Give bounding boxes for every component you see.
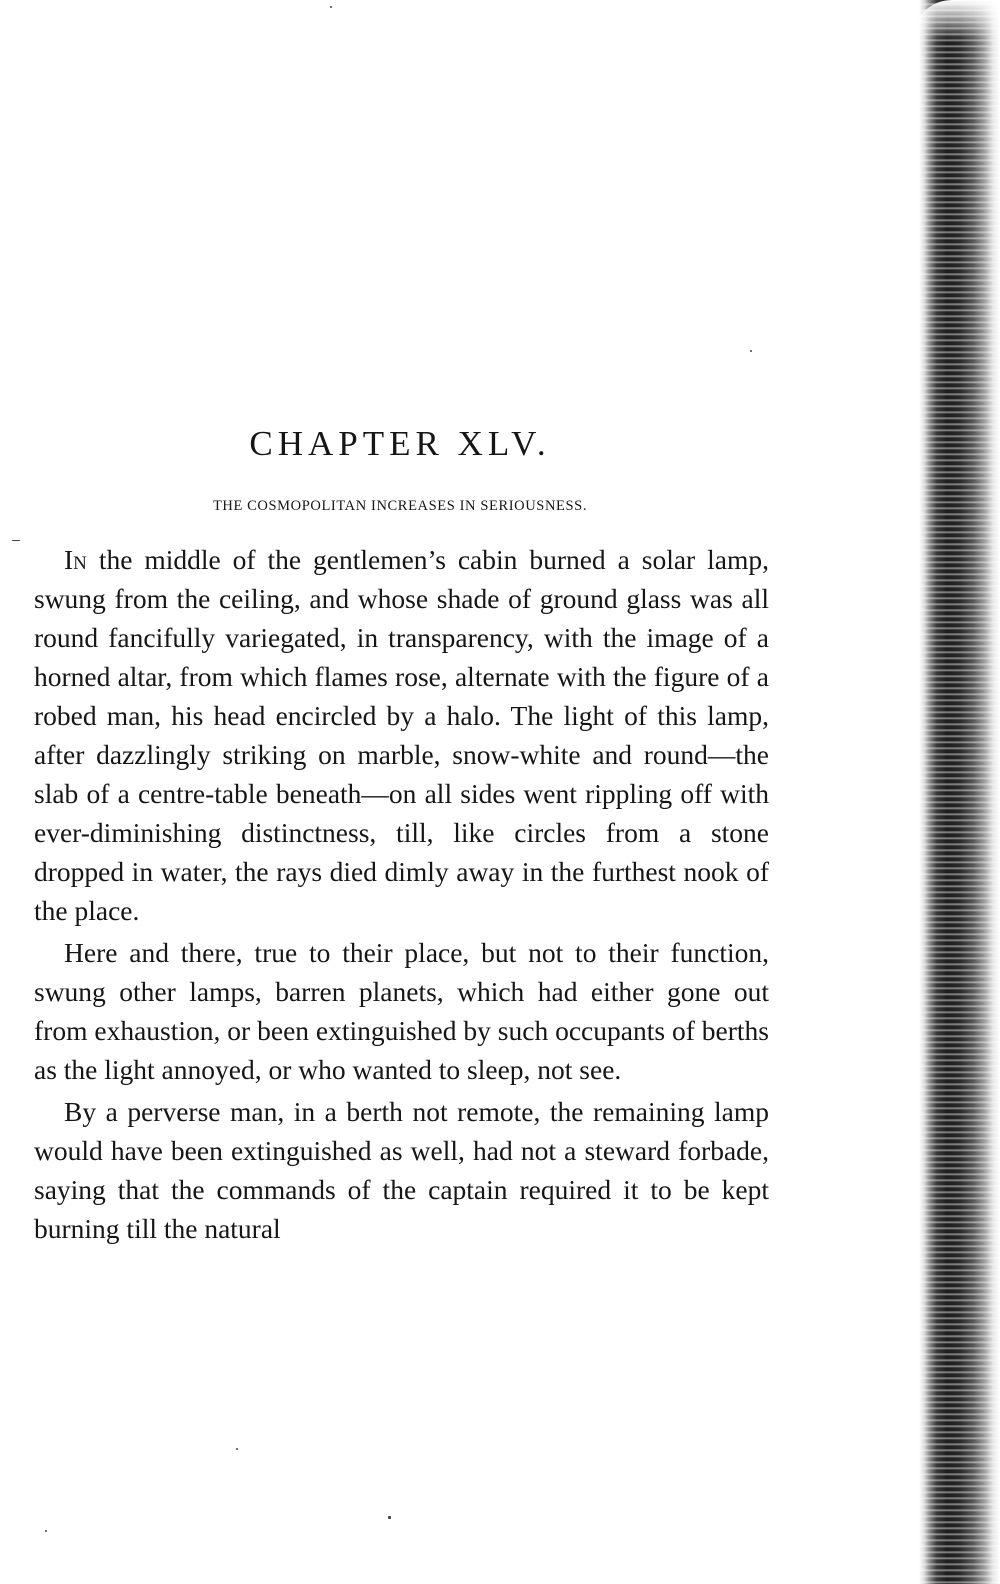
paragraph-3: By a perverse man, in a berth not remote, the remaining lamp would have been extinguished as well, had not a steward forbade, saying that the commands of the captain required it to be kept burning till the natural bbox=[34, 1096, 769, 1244]
ink-speck bbox=[45, 1530, 47, 1532]
ink-speck bbox=[750, 350, 752, 352]
ink-speck bbox=[388, 1516, 391, 1519]
page-edge-shadow bbox=[912, 0, 1000, 1584]
ink-speck bbox=[330, 6, 332, 8]
chapter-title: CHAPTER XLV. bbox=[249, 424, 551, 463]
paragraph-1 bbox=[34, 540, 769, 930]
paragraph-1-text: the middle of the gentlemen’s cabin burned a solar lamp, swung from the ceiling, and whose shade of ground glass was all round fancifully variegated, in transparency, with the image of a horned altar, from which flames rose, alternate with the figure of a robed man, his head encircled by a halo. The light of this lamp, after dazzlingly striking on marble, snow-white and round—the slab of a centre-table beneath—on all sides went rippling off with ever-diminishing distinctness, till, like circles from a stone dropped in water, the rays died dimly away in the furthest nook of the place. bbox=[34, 544, 769, 926]
paragraph-lead-word: In bbox=[64, 544, 87, 575]
chapter-subtitle: THE COSMOPOLITAN INCREASES IN SERIOUSNESS. bbox=[212, 498, 588, 514]
chapter-body bbox=[34, 540, 769, 1248]
paragraph-2: Here and there, true to their place, but not to their function, swung other lamps, barren planets, which had either gone out from exhaustion, or been extinguished by such occupants of berths as the light annoyed, or who wanted to sleep, not see. bbox=[34, 937, 769, 1085]
ink-speck bbox=[12, 540, 20, 541]
ink-speck bbox=[236, 1448, 238, 1450]
